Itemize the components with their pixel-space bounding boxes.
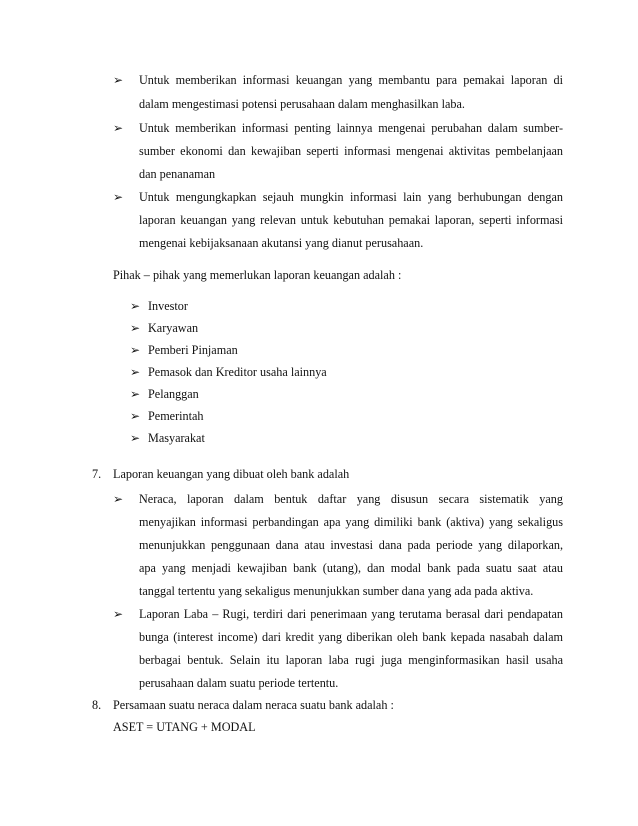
party-pelanggan: Pelanggan [148, 387, 199, 401]
purpose-item-3-line-1: Untuk mengungkapkan sejauh mungkin informasi lain yang berhubungan dengan [139, 190, 563, 204]
purpose-item-1-line-1: Untuk memberikan informasi keuangan yang membantu para pemakai laporan di [139, 73, 563, 87]
arrow-bullet-icon: ➢ [130, 321, 141, 335]
arrow-bullet-icon: ➢ [130, 343, 141, 357]
arrow-bullet-icon: ➢ [130, 299, 141, 313]
q8-equation: ASET = UTANG + MODAL [113, 720, 256, 734]
q7-item-1-line-5: tanggal tertentu yang sekaligus menunjukkan sumber dana yang ada pada aktiva. [139, 584, 534, 598]
q7-item-2-line-1: Laporan Laba – Rugi, terdiri dari penerimaan yang terutama berasal dari pendapatan [139, 607, 563, 621]
q7-item-1-line-1: Neraca, laporan dalam bentuk daftar yang disusun secara sistematik yang [139, 492, 563, 506]
arrow-bullet-icon: ➢ [130, 387, 141, 401]
q7-item-2-line-4: perusahaan dalam suatu periode tertentu. [139, 676, 339, 690]
party-pemasok: Pemasok dan Kreditor usaha lainnya [148, 365, 327, 379]
purpose-item-3-line-3: mengenai kebijaksanaan akutansi yang dianut perusahaan. [139, 236, 424, 250]
q7-item-1-line-3: menunjukkan penggunaan dana atau investasi dana pada periode yang dilaporkan, [139, 538, 563, 552]
parties-intro: Pihak – pihak yang memerlukan laporan keuangan adalah : [113, 268, 402, 282]
party-pemerintah: Pemerintah [148, 409, 204, 423]
q7-text: Laporan keuangan yang dibuat oleh bank adalah [113, 467, 350, 481]
purpose-item-2-line-1: Untuk memberikan informasi penting lainnya mengenai perubahan dalam sumber- [139, 121, 563, 135]
arrow-bullet-icon: ➢ [130, 365, 141, 379]
purpose-item-1-line-2: dalam mengestimasi potensi perusahaan dalam menghasilkan laba. [139, 97, 465, 111]
party-masyarakat: Masyarakat [148, 431, 205, 445]
q7-item-1-line-4: apa yang menjadi kewajiban bank (utang), dan modal bank pada suatu saat atau [139, 561, 563, 575]
q7-number: 7. [92, 467, 102, 481]
arrow-bullet-icon: ➢ [113, 121, 124, 135]
purpose-item-2-line-2: sumber ekonomi dan kewajiban seperti informasi mengenai aktivitas pembelanjaan [139, 144, 563, 158]
purpose-item-3-line-2: laporan keuangan yang relevan untuk kebutuhan pemakai laporan, seperti informasi [139, 213, 563, 227]
arrow-bullet-icon: ➢ [113, 607, 124, 621]
arrow-bullet-icon: ➢ [130, 431, 141, 445]
q7-item-2-line-3: berbagai bentuk. Selain itu laporan laba rugi juga menginformasikan hasil usaha [139, 653, 563, 667]
arrow-bullet-icon: ➢ [113, 190, 124, 204]
q7-item-1-line-2: menyajikan informasi perbandingan apa yang dimiliki bank (aktiva) yang sekaligus [139, 515, 563, 529]
q7-item-2-line-2: bunga (interest income) dari kredit yang diberikan oleh bank kepada nasabah dalam [139, 630, 563, 644]
party-investor: Investor [148, 299, 188, 313]
arrow-bullet-icon: ➢ [130, 409, 141, 423]
q8-text: Persamaan suatu neraca dalam neraca suatu bank adalah : [113, 698, 394, 712]
purpose-item-2-line-3: dan penanaman [139, 167, 216, 181]
arrow-bullet-icon: ➢ [113, 73, 124, 87]
party-karyawan: Karyawan [148, 321, 199, 335]
party-pemberi-pinjaman: Pemberi Pinjaman [148, 343, 238, 357]
q8-number: 8. [92, 698, 102, 712]
arrow-bullet-icon: ➢ [113, 492, 124, 506]
